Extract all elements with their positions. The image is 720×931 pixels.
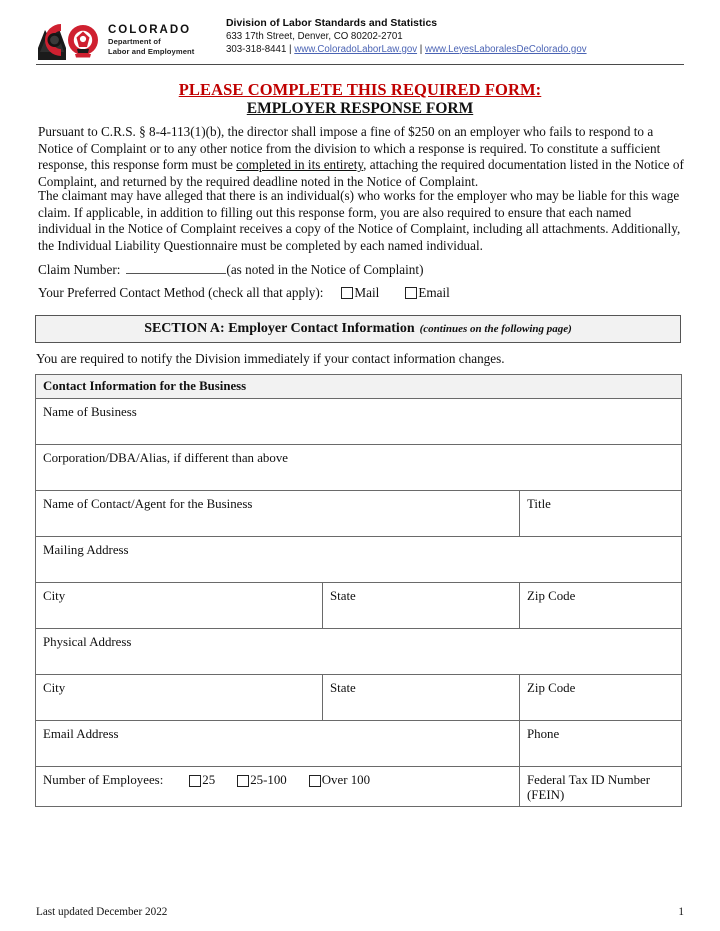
checkbox-employees-25-100-icon[interactable] <box>237 775 249 787</box>
field-physical-state[interactable]: State <box>323 675 520 721</box>
employees-option-25[interactable] <box>189 773 215 788</box>
intro-paragraph-2: The claimant may have alleged that there is an individual(s) who works for the employer who may be liable for this wage claim. If applicable, in addition to filling out this response form, you are also required to ensure that each named individual in the Notice of Complaint receives a copy of the Notice of Complaint, including all attachments. Additionally, the Individual Liability Questionnaire must be completed by each named individual. <box>38 188 681 253</box>
logo-dept-line-1: Department of <box>108 37 161 47</box>
employees-option-25-100-label: 25-100 <box>250 773 287 787</box>
contact-method-option-mail[interactable] <box>341 285 379 301</box>
table-row <box>36 675 682 721</box>
field-mailing-address[interactable]: Mailing Address <box>36 537 682 583</box>
checkbox-employees-25-icon[interactable] <box>189 775 201 787</box>
table-row <box>36 491 682 537</box>
employees-option-over-100[interactable] <box>309 773 370 788</box>
spanish-site-link[interactable]: www.LeyesLaboralesDeColorado.gov <box>425 43 587 55</box>
field-phone[interactable]: Phone <box>520 721 682 767</box>
field-physical-city[interactable]: City <box>36 675 323 721</box>
field-name-of-business[interactable]: Name of Business <box>36 399 682 445</box>
header-divider-rule <box>36 64 684 65</box>
page-title <box>36 100 684 118</box>
division-phone-number: 303-318-8441 <box>226 43 287 55</box>
claim-number-label: Claim Number: <box>38 262 121 277</box>
table-row <box>36 583 682 629</box>
employees-option-25-label: 25 <box>202 773 216 787</box>
field-email-address[interactable]: Email Address <box>36 721 520 767</box>
english-site-link[interactable]: www.ColoradoLaborLaw.gov <box>294 43 418 55</box>
division-phone-and-links <box>226 44 587 57</box>
claim-number-note: (as noted in the Notice of Complaint) <box>226 262 424 277</box>
logo-dept-line-2: Labor and Employment <box>108 47 195 57</box>
link-separator-1: | <box>289 43 292 55</box>
footer-page-number: 1 <box>678 906 684 918</box>
footer-last-updated: Last updated December 2022 <box>36 906 168 918</box>
section-a-header <box>35 315 681 343</box>
form-required-title <box>36 80 684 100</box>
table-row <box>36 537 682 583</box>
link-separator-2: | <box>419 43 423 55</box>
section-a-title: SECTION A: Employer Contact Information <box>144 321 415 336</box>
logo-state-name: COLORADO <box>108 23 192 36</box>
table-header-label: Contact Information for the Business <box>36 375 682 399</box>
checkbox-mail-icon[interactable] <box>341 287 353 299</box>
table-row <box>36 767 682 807</box>
intro-p1-underlined: completed in its entirety <box>236 157 364 173</box>
field-title[interactable]: Title <box>520 491 682 537</box>
page-title-text: EMPLOYER RESPONSE FORM <box>246 100 474 117</box>
intro-paragraph-1 <box>38 124 684 190</box>
contact-method-email-label: Email <box>418 285 450 300</box>
letterhead <box>36 16 684 64</box>
contact-method-option-email[interactable] <box>405 285 450 301</box>
form-required-title-text: PLEASE COMPLETE THIS REQUIRED FORM: <box>178 80 542 99</box>
table-row <box>36 399 682 445</box>
agency-contact-block <box>226 16 587 57</box>
table-row <box>36 445 682 491</box>
employees-option-over-100-label: Over 100 <box>321 773 371 787</box>
division-address: 633 17th Street, Denver, CO 80202-2701 <box>226 30 403 42</box>
colorado-co-logo-icon <box>36 18 102 62</box>
division-name: Division of Labor Standards and Statistics <box>226 18 438 29</box>
checkbox-email-icon[interactable] <box>405 287 417 299</box>
section-a-subtitle: (continues on the following page) <box>419 323 572 335</box>
intro-p1-part2: , attaching the required documentation listed in the Notice of Complaint, and returned by the required deadline noted in the Notice of Complaint. <box>38 157 684 189</box>
preferred-contact-method-row <box>38 285 450 301</box>
employees-option-25-100[interactable] <box>237 773 287 788</box>
field-mailing-state[interactable]: State <box>323 583 520 629</box>
colorado-cdle-logo <box>36 16 218 64</box>
table-header-row <box>36 375 682 399</box>
table-row <box>36 629 682 675</box>
field-name-of-contact-agent[interactable]: Name of Contact/Agent for the Business <box>36 491 520 537</box>
table-row <box>36 721 682 767</box>
intro-p1-part1: Pursuant to C.R.S. § 8-4-113(1)(b), the director shall impose a fine of $250 on an employer who fails to respond to a Notice of Complaint or to any other notice from the division to which a response is required. To constitute a sufficient response, this response form must be <box>38 124 661 173</box>
field-corporation-dba-alias[interactable]: Corporation/DBA/Alias, if different than above <box>36 445 682 491</box>
field-mailing-city[interactable]: City <box>36 583 323 629</box>
field-number-of-employees <box>36 767 520 807</box>
field-federal-tax-id[interactable]: Federal Tax ID Number (FEIN) <box>520 767 682 807</box>
employer-contact-table <box>35 374 682 807</box>
preferred-contact-method-label: Your Preferred Contact Method (check all that apply): <box>38 285 324 300</box>
claim-number-row <box>38 261 423 278</box>
section-a-notice: You are required to notify the Division immediately if your contact information changes. <box>36 351 505 366</box>
field-mailing-zip-code[interactable]: Zip Code <box>520 583 682 629</box>
field-physical-address[interactable]: Physical Address <box>36 629 682 675</box>
field-physical-zip-code[interactable]: Zip Code <box>520 675 682 721</box>
logo-wordmark <box>108 24 194 57</box>
contact-method-mail-label: Mail <box>354 285 380 300</box>
number-of-employees-label: Number of Employees: <box>43 773 164 787</box>
claim-number-input[interactable] <box>126 261 226 274</box>
checkbox-employees-over-100-icon[interactable] <box>309 775 321 787</box>
